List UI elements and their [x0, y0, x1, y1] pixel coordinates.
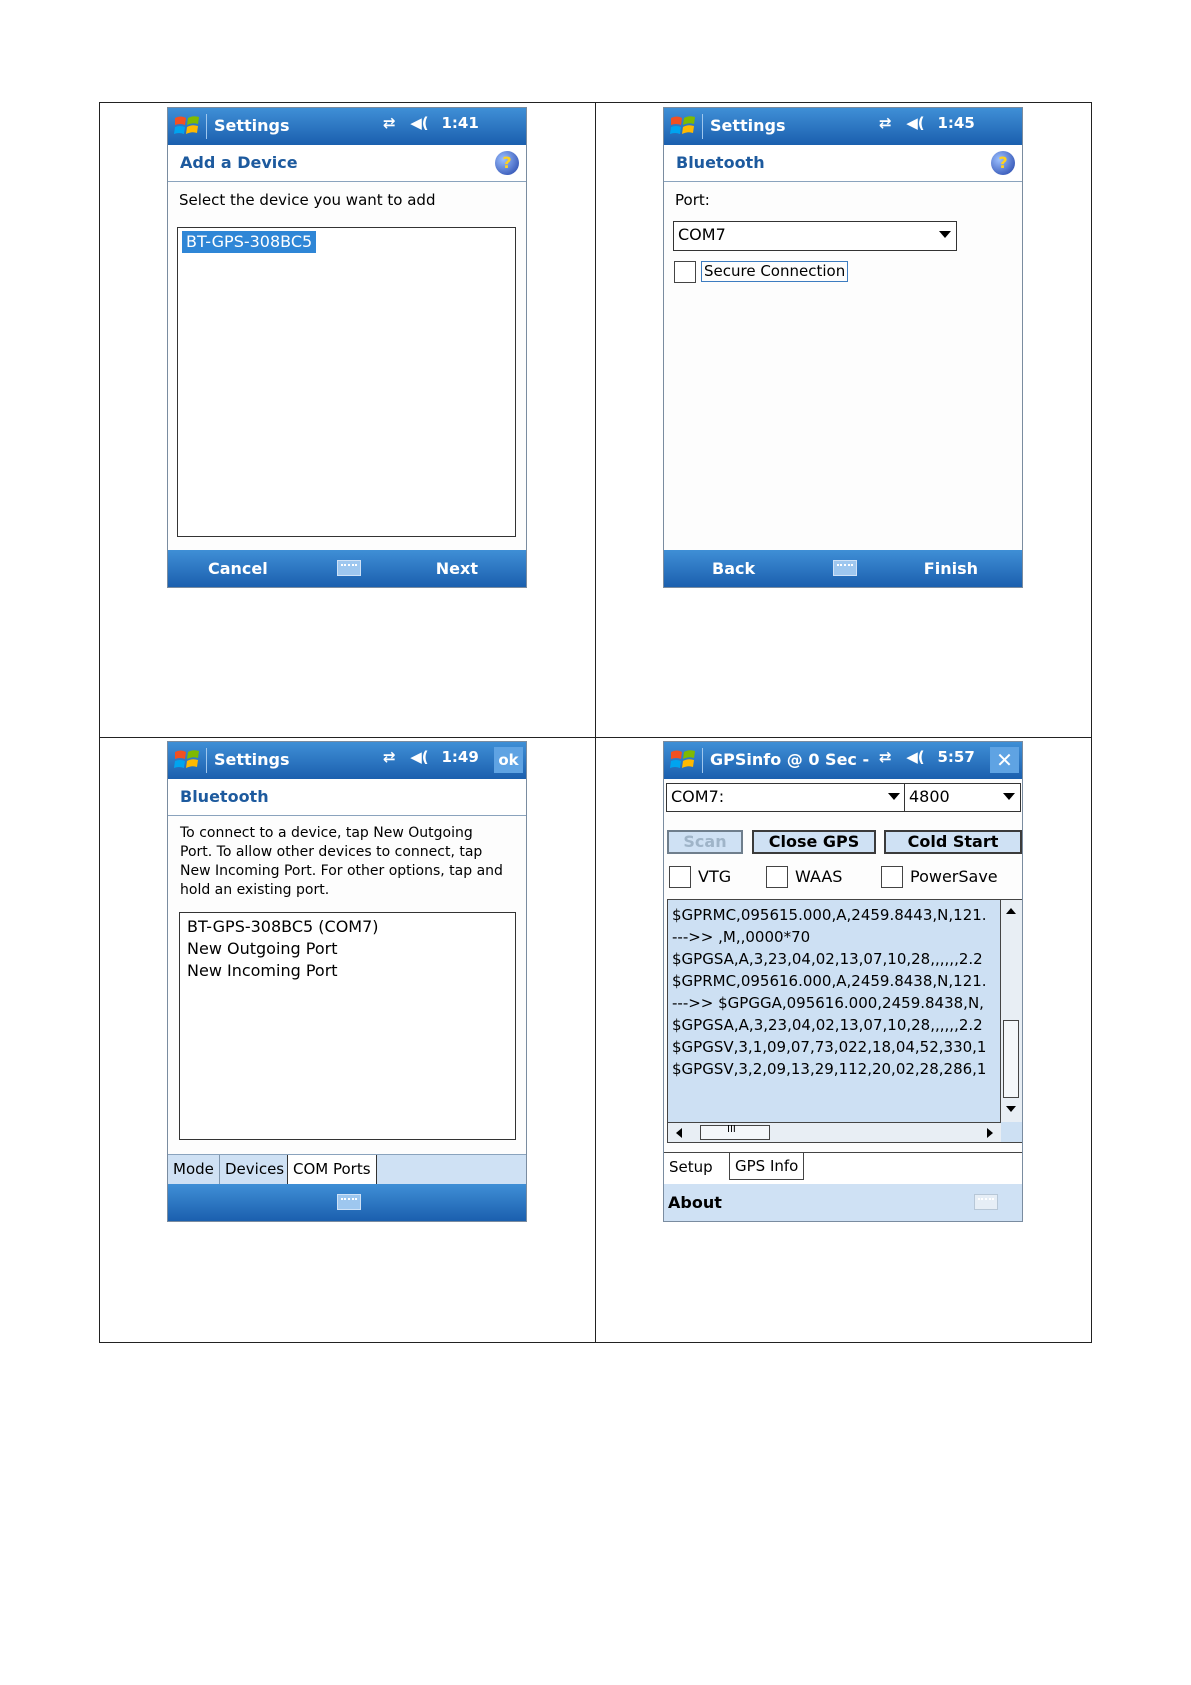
port-value: COM7:: [671, 787, 725, 806]
port-value: COM7: [678, 225, 726, 244]
speaker-icon[interactable]: ◀︎(: [906, 114, 925, 132]
keyboard-icon[interactable]: [833, 560, 857, 576]
vertical-scrollbar[interactable]: [1000, 900, 1022, 1122]
scroll-thumb[interactable]: [700, 1125, 770, 1140]
softkey-bar: [168, 550, 526, 587]
keyboard-icon[interactable]: [337, 1194, 361, 1210]
ok-button[interactable]: ok: [494, 747, 523, 773]
instruction-text: Select the device you want to add: [179, 191, 436, 209]
tab-strip: [664, 1152, 1022, 1184]
scroll-down-icon[interactable]: [1006, 1106, 1016, 1112]
nmea-line: $GPRMC,095616.000,A,2459.8438,N,121.: [672, 972, 987, 990]
instruction-line: To connect to a device, tap New Outgoing: [180, 825, 473, 841]
thumb-grip: III: [727, 1124, 736, 1135]
keyboard-icon[interactable]: [974, 1194, 998, 1210]
scroll-up-icon[interactable]: [1006, 908, 1016, 914]
connectivity-arrows-icon[interactable]: ⇄: [383, 748, 396, 766]
port-dropdown[interactable]: [666, 783, 906, 812]
page-header: [664, 145, 1022, 182]
tab-setup[interactable]: Setup: [669, 1158, 713, 1176]
status-area: [879, 748, 975, 766]
back-button[interactable]: Back: [712, 559, 756, 578]
help-icon[interactable]: ?: [991, 151, 1015, 175]
port-label: Port:: [675, 191, 710, 209]
instruction-line: Port. To allow other devices to connect, tap: [180, 844, 483, 860]
page-header: [168, 145, 526, 182]
screen-bluetooth-port: [663, 107, 1023, 588]
softkey-bar: [168, 1184, 526, 1221]
port-dropdown[interactable]: [673, 221, 957, 251]
powersave-label: PowerSave: [910, 867, 998, 886]
title-bar: [168, 742, 526, 779]
windows-flag-icon[interactable]: [669, 112, 697, 140]
cold-start-button[interactable]: Cold Start: [884, 830, 1022, 854]
cancel-button[interactable]: Cancel: [208, 559, 268, 578]
nmea-line: --->> ,M,,0000*70: [672, 928, 811, 946]
speaker-icon[interactable]: ◀︎(: [410, 748, 429, 766]
powersave-checkbox[interactable]: [881, 866, 903, 888]
scroll-thumb[interactable]: [1003, 1020, 1019, 1098]
finish-button[interactable]: Finish: [923, 559, 978, 578]
chevron-down-icon: [939, 231, 951, 238]
vtg-checkbox[interactable]: [669, 866, 691, 888]
tab-gps-info[interactable]: GPS Info: [729, 1152, 804, 1180]
about-menu[interactable]: About: [668, 1193, 722, 1212]
clock[interactable]: 5:57: [937, 748, 975, 766]
nmea-line: $GPGSV,3,2,09,13,29,112,20,02,28,286,1: [672, 1060, 987, 1078]
waas-label: WAAS: [795, 867, 843, 886]
connectivity-arrows-icon[interactable]: ⇄: [879, 748, 892, 766]
screen-gpsinfo: [663, 741, 1023, 1222]
status-area: [383, 748, 479, 766]
page-title: Bluetooth: [180, 787, 269, 806]
secure-connection-checkbox[interactable]: [674, 261, 696, 283]
windows-flag-icon[interactable]: [173, 746, 201, 774]
instruction-line: New Incoming Port. For other options, tap and: [180, 863, 503, 879]
nmea-line: $GPGSA,A,3,23,04,02,13,07,10,28,,,,,,2.2: [672, 950, 983, 968]
title-bar: [664, 108, 1022, 145]
port-list[interactable]: [179, 912, 516, 1140]
app-title: Settings: [214, 116, 290, 135]
instruction-text: [180, 824, 503, 900]
windows-flag-icon[interactable]: [173, 112, 201, 140]
screen-add-device: [167, 107, 527, 588]
scroll-right-icon[interactable]: [987, 1128, 993, 1138]
app-title: Settings: [710, 116, 786, 135]
clock[interactable]: 1:49: [441, 748, 479, 766]
title-bar: [664, 742, 1022, 779]
chevron-down-icon: [1003, 793, 1015, 800]
clock[interactable]: 1:45: [937, 114, 975, 132]
grid-divider-vertical: [595, 103, 596, 1342]
title-separator: [702, 748, 703, 773]
vtg-label: VTG: [698, 867, 732, 886]
page-title: Add a Device: [180, 153, 298, 172]
waas-checkbox[interactable]: [766, 866, 788, 888]
page-title: Bluetooth: [676, 153, 765, 172]
baud-value: 4800: [909, 787, 950, 806]
nmea-line: $GPRMC,095615.000,A,2459.8443,N,121.: [672, 906, 987, 924]
title-bar: [168, 108, 526, 145]
nmea-line: $GPGSA,A,3,23,04,02,13,07,10,28,,,,,,2.2: [672, 1016, 983, 1034]
list-item[interactable]: BT-GPS-308BC5 (COM7): [187, 917, 379, 936]
connectivity-arrows-icon[interactable]: ⇄: [383, 114, 396, 132]
title-separator: [206, 114, 207, 139]
tab-com-ports[interactable]: COM Ports: [287, 1155, 377, 1186]
app-title: Settings: [214, 750, 290, 769]
close-gps-button[interactable]: Close GPS: [752, 830, 876, 854]
next-button[interactable]: Next: [435, 559, 478, 578]
status-area: [879, 114, 975, 132]
device-list[interactable]: [177, 227, 516, 537]
nmea-line: $GPGSV,3,1,09,07,73,022,18,04,52,330,1: [672, 1038, 987, 1056]
nmea-log[interactable]: [667, 899, 1023, 1143]
device-item-selected[interactable]: BT-GPS-308BC5: [182, 231, 316, 253]
app-title: GPSinfo @ 0 Sec -: [710, 750, 870, 769]
instruction-line: hold an existing port.: [180, 882, 330, 898]
speaker-icon[interactable]: ◀︎(: [410, 114, 429, 132]
clock[interactable]: 1:41: [441, 114, 479, 132]
port-list-items: [187, 916, 379, 982]
help-icon[interactable]: ?: [495, 151, 519, 175]
chevron-down-icon: [888, 793, 900, 800]
scroll-left-icon[interactable]: [676, 1128, 682, 1138]
windows-flag-icon[interactable]: [669, 746, 697, 774]
grid-divider-horizontal: [100, 737, 1091, 738]
baud-dropdown[interactable]: [904, 783, 1021, 812]
close-button[interactable]: ✕: [990, 747, 1019, 773]
menu-bar: [664, 1184, 1022, 1221]
list-item[interactable]: New Outgoing Port: [187, 939, 338, 958]
connectivity-arrows-icon[interactable]: ⇄: [879, 114, 892, 132]
tab-mode[interactable]: Mode: [168, 1155, 220, 1185]
page-header: [168, 779, 526, 816]
secure-connection-label[interactable]: Secure Connection: [701, 261, 848, 282]
nmea-line: --->> $GPGGA,095616.000,2459.8438,N,: [672, 994, 984, 1012]
list-item[interactable]: New Incoming Port: [187, 961, 338, 980]
keyboard-icon[interactable]: [337, 560, 361, 576]
title-separator: [702, 114, 703, 139]
screen-com-ports: [167, 741, 527, 1222]
tab-devices[interactable]: Devices: [220, 1155, 290, 1185]
tab-strip: [168, 1154, 526, 1186]
scan-button[interactable]: Scan: [667, 830, 743, 854]
title-separator: [206, 748, 207, 773]
horizontal-scrollbar[interactable]: [668, 1122, 1001, 1142]
status-area: [383, 114, 479, 132]
softkey-bar: [664, 550, 1022, 587]
speaker-icon[interactable]: ◀︎(: [906, 748, 925, 766]
